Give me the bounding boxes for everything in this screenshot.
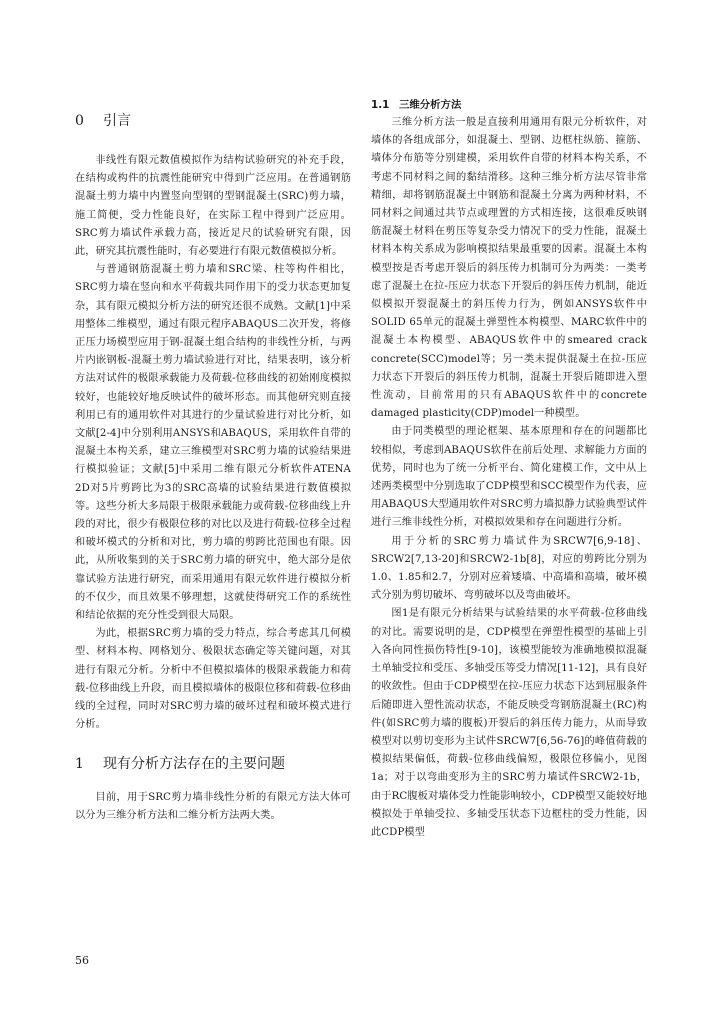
left-column [75, 96, 351, 825]
page-number: 56 [75, 954, 89, 967]
paragraph: 用于分析的SRC剪力墙试件为SRCW7[6,9-18]、SRCW2[7,13-20]和SRCW2-1b[8]，对应的剪跨比分别为1.0、1.85和2.7，分别对应着矮墙、中高墙和高墙，破坏模式分别为剪切破坏、弯剪破坏以及弯曲破坏。 [371, 535, 647, 602]
paragraph: 非线性有限元数值模拟作为结构试验研究的补充手段，在结构或构件的抗震性能研究中得到广泛应用。在普通钢筋混凝土剪力墙中内置竖向型钢的型钢混凝土(SRC)剪力墙，施工简便，受力性能良好，在实际工程中得到广泛应用。SRC剪力墙试件承载力高，接近足尺的试验研究有限，因此，研究其抗震性能时，有必要进行有限元数值模拟分析。 [75, 155, 351, 258]
section-number: 1 [75, 755, 84, 772]
section-heading-existing-problems [75, 755, 351, 773]
paragraph: 图1是有限元分析结果与试验结果的水平荷载-位移曲线的对比。需要说明的是，CDP模型在弹塑性模型的基础上引入各向同性损伤特性[9-10]，该模型能较为准确地模拟混凝土单轴受拉和受压、多轴受压等受力情况[11-12]，具有良好的收敛性。但由于CDP模型在拉-压应力状态下达到屈服条件后随即进入塑性流动状态，不能反映受弯钢筋混凝土(RC)构件(如SRC剪力墙的腹板)开裂后的斜压传力能力，从而导致模型对以剪切变形为主试件SRCW7[6,56-76]的峰值荷载的模拟结果偏低，荷载-位移曲线偏短，极限位移偏小，见图1a；对于以弯曲变形为主的SRC剪力墙试件SRCW2-1b，由于RC腹板对墙体受力性能影响较小，CDP模型又能较好地模拟处于单轴受拉、多轴受压状态下边框柱的受力性能，因此CDP模型 [371, 608, 647, 838]
paragraph: 目前，用于SRC剪力墙非线性分析的有限元方法大体可以分为三维分析方法和二维分析方法两大类。 [75, 791, 351, 821]
paragraph: 由于同类模型的理论框架、基本原理和存在的问题都比较相似，考虑到ABAQUS软件在前后处理、求解能力方面的优势，同时也为了统一分析平台、简化建模工作，文中从上述两类模型中分别选取了CDP模型和SCC模型作为代表，应用ABAQUS大型通用软件对SRC剪力墙拟静力试验典型试件进行三维非线性分析，对模拟效果和存在问题进行分析。 [371, 426, 647, 529]
subsection-number: 1.1 [371, 99, 390, 111]
paragraph: 三维分析方法一般是直接利用通用有限元分析软件，对墙体的各组成部分，如混凝土、型钢、边框柱纵筋、箍筋、墙体分布筋等分别建模，采用软件自带的材料本构关系，不考虑不同材料之间的黏结滑移。这种三维分析方法尽管非常精细，却将钢筋混凝土中钢筋和混凝土分离为两种材料，不同材料之间通过共节点或理置的方式相连接，这很难反映钢筋混凝土材料在剪压等复杂受力情况下的受力性能，混凝土材料本构关系成为影响模拟结果最重要的因素。混凝土本构模型按是否考虑开裂后的斜压传力机制可分为两类：一类考虑了混凝土在拉-压应力状态下开裂后的斜压传力机制，能近似模拟开裂混凝土的斜压传力行为，例如ANSYS软件中SOLID 65单元的混凝土弹塑性本构模型、MARC软件中的混凝土本构模型、ABAQUS软件中的smeared crack concrete(SCC)model等；另一类未提供混凝土在拉-压应力状态下开裂后的斜压传力机制，混凝土开裂后随即进入塑性流动，目前常用的只有ABAQUS软件中的concrete damaged plasticity(CDP)model一种模型。 [371, 117, 647, 420]
section-title: 引言 [103, 113, 131, 129]
section-title: 现有分析方法存在的主要问题 [103, 755, 285, 772]
section-number: 0 [75, 113, 84, 129]
section-heading-introduction [75, 112, 351, 130]
subsection-heading-3d-analysis [371, 96, 647, 114]
paragraph: 与普通钢筋混凝土剪力墙和SRC梁、柱等构件相比，SRC剪力墙在竖向和水平荷载共同作用下的受力状态更加复杂，其有限元模拟分析方法的研究还很不成熟。文献[1]中采用整体二维模型，通过有限元程序ABAQUS二次开发，将修正压力场模型应用于钢-混凝土组合结构的非线性分析，与两片内嵌钢板-混凝土剪力墙试验进行对比，结果表明，该分析方法对试件的极限承载能力及荷载-位移曲线的初始刚度模拟较好，也能较好地反映试件的破坏形态。而其他研究则直接利用已有的通用软件对其进行的少量试验进行对比分析，如文献[2-4]中分别利用ANSYS和ABAQUS，采用软件自带的混凝土本构关系，建立三维模型对SRC剪力墙的试验结果进行模拟验证；文献[5]中采用二维有限元分析软件ATENA 2D对5片剪跨比为3的SRC高墙的试验结果进行数值模拟等。这些分析大多局限于极限承载能力或荷载-位移曲线上升段的对比，很少有极限位移的对比以及进行荷载-位移全过程和破坏模式的分析和对比，剪力墙的剪跨比范围也有限。因此，从所收集到的关于SRC剪力墙的研究中，绝大部分是依靠试验方法进行研究，而采用通用有限元软件进行模拟分析的不仅少，而且效果不够理想，这就使得研究工作的系统性和结论依据的充分性受到很大局限。 [75, 264, 351, 622]
right-column [371, 96, 647, 842]
paragraph: 为此，根据SRC剪力墙的受力特点，综合考虑其几何模型、材料本构、网格划分、极限状态确定等关键问题，对其进行有限元分析。分析中不但模拟墙体的极限承载能力和荷载-位移曲线上升段，而且模拟墙体的极限位移和荷载-位移曲线的全过程，同时对SRC剪力墙的破坏过程和破坏模式进行分析。 [75, 628, 351, 731]
subsection-title: 三维分析方法 [399, 99, 462, 111]
